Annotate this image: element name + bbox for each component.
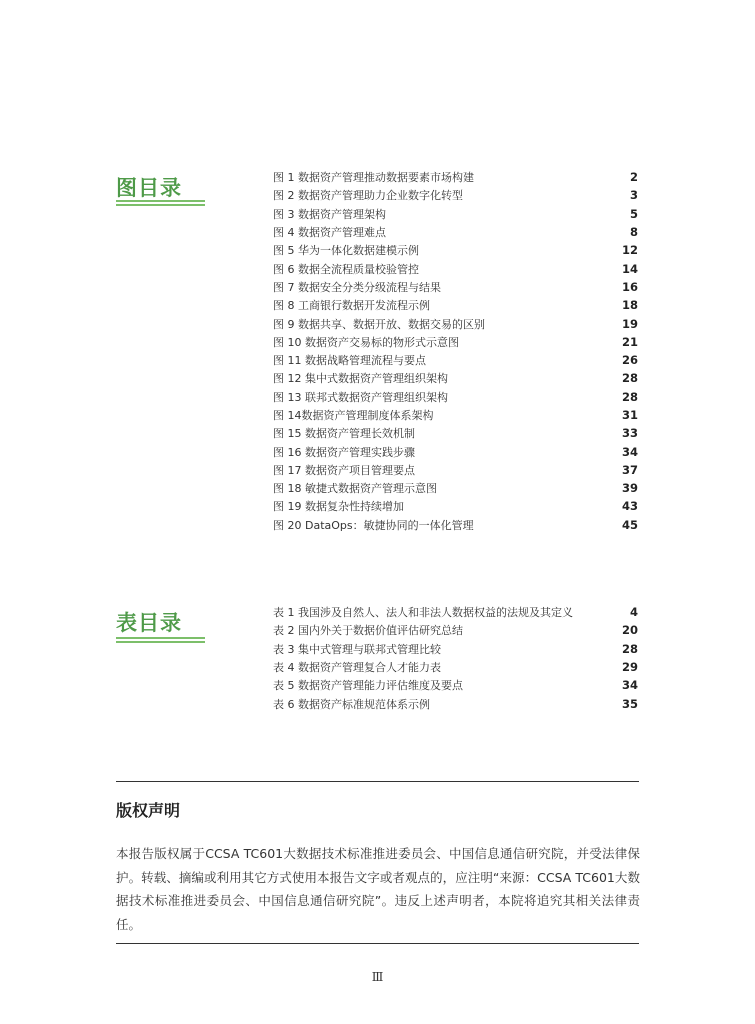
figure-entry-label: 图 3 数据资产管理架构 bbox=[273, 207, 386, 221]
figure-entry[interactable] bbox=[273, 516, 638, 534]
figure-entry-page: 5 bbox=[629, 206, 638, 221]
figure-entry-page: 37 bbox=[621, 462, 638, 477]
figure-entry[interactable] bbox=[273, 497, 638, 515]
figure-entry-label: 图 1 数据资产管理推动数据要素市场构建 bbox=[273, 171, 474, 185]
figure-entry-page: 28 bbox=[621, 389, 638, 404]
figure-entry[interactable] bbox=[273, 223, 638, 241]
figures-title-underline bbox=[116, 200, 205, 208]
figure-entry-label: 图 5 华为一体化数据建模示例 bbox=[273, 244, 419, 258]
figure-entry-label: 图 4 数据资产管理难点 bbox=[273, 226, 386, 240]
table-entry-label: 表 3 集中式管理与联邦式管理比较 bbox=[273, 642, 441, 656]
figure-entry[interactable] bbox=[273, 168, 638, 186]
figure-entry[interactable] bbox=[273, 333, 638, 351]
copyright-body: 本报告版权属于CCSA TC601大数据技术标准推进委员会、中国信息通信研究院，并受法律保护。转载、摘编或利用其它方式使用本报告文字或者观点的，应注明“来源：CCSA TC601大数据技术标准推进委员会、中国信息通信研究院”。违反上述声明者，本院将追究其相关法律责任。 bbox=[116, 846, 640, 932]
figure-entry[interactable] bbox=[273, 205, 638, 223]
figure-entry-label: 图 19 数据复杂性持续增加 bbox=[273, 500, 404, 514]
copyright-top-rule bbox=[116, 781, 639, 782]
figure-entry-page: 39 bbox=[621, 481, 638, 496]
figure-entry-label: 图 10 数据资产交易标的物形式示意图 bbox=[273, 335, 459, 349]
table-entry-page: 29 bbox=[621, 660, 638, 675]
figure-entry-label: 图 17 数据资产项目管理要点 bbox=[273, 463, 415, 477]
figure-entry-page: 12 bbox=[621, 243, 638, 258]
copyright-title: 版权声明 bbox=[116, 801, 181, 820]
figure-entry[interactable] bbox=[273, 241, 638, 259]
figure-entry[interactable] bbox=[273, 461, 638, 479]
tables-list bbox=[273, 603, 638, 713]
figure-entry-page: 2 bbox=[629, 170, 638, 185]
figure-entry-page: 18 bbox=[621, 298, 638, 313]
figure-entry-label: 图 15 数据资产管理长效机制 bbox=[273, 427, 415, 441]
table-entry-label: 表 6 数据资产标准规范体系示例 bbox=[273, 697, 430, 711]
figure-entry-label: 图 11 数据战略管理流程与要点 bbox=[273, 354, 426, 368]
figure-entry-page: 31 bbox=[621, 408, 638, 422]
figure-entry[interactable] bbox=[273, 388, 638, 406]
tables-title-underline bbox=[116, 637, 205, 645]
table-entry-label: 表 4 数据资产管理复合人才能力表 bbox=[273, 661, 441, 675]
figure-entry-label: 图 8 工商银行数据开发流程示例 bbox=[273, 299, 430, 313]
figure-entry-page: 34 bbox=[621, 444, 638, 459]
figure-entry-label: 图 16 数据资产管理实践步骤 bbox=[273, 445, 415, 459]
figure-entry[interactable] bbox=[273, 351, 638, 369]
table-entry-page: 34 bbox=[621, 678, 638, 693]
table-entry[interactable] bbox=[273, 658, 638, 676]
figure-entry[interactable] bbox=[273, 406, 638, 424]
figure-entry-label: 图 7 数据安全分类分级流程与结果 bbox=[273, 280, 441, 294]
figure-entry-label: 图 13 联邦式数据资产管理组织架构 bbox=[273, 390, 448, 404]
figure-entry-page: 16 bbox=[621, 279, 638, 294]
figure-entry[interactable] bbox=[273, 369, 638, 387]
table-entry[interactable] bbox=[273, 621, 638, 639]
figure-entry-page: 8 bbox=[629, 225, 638, 240]
figure-entry[interactable] bbox=[273, 314, 638, 332]
table-entry-label: 表 1 我国涉及自然人、法人和非法人数据权益的法规及其定义 bbox=[273, 606, 573, 620]
tables-section-title: 表目录 bbox=[116, 611, 182, 635]
copyright-bottom-rule bbox=[116, 943, 639, 944]
figure-entry-page: 21 bbox=[621, 334, 638, 349]
table-entry-page: 20 bbox=[621, 623, 638, 638]
figure-entry[interactable] bbox=[273, 479, 638, 497]
figures-list bbox=[273, 168, 638, 534]
page-number: Ⅲ bbox=[371, 970, 384, 984]
figure-entry[interactable] bbox=[273, 424, 638, 442]
table-entry-page: 35 bbox=[621, 696, 638, 711]
figure-entry[interactable] bbox=[273, 278, 638, 296]
figure-entry-label: 图 9 数据共享、数据开放、数据交易的区别 bbox=[273, 317, 485, 331]
figure-entry-label: 图 6 数据全流程质量校验管控 bbox=[273, 262, 419, 276]
figure-entry-label: 图 20 DataOps：敏捷协同的一体化管理 bbox=[273, 518, 474, 532]
table-entry[interactable] bbox=[273, 694, 638, 712]
table-entry-label: 表 2 国内外关于数据价值评估研究总结 bbox=[273, 624, 463, 638]
figure-entry-page: 26 bbox=[621, 353, 638, 368]
table-entry-label: 表 5 数据资产管理能力评估维度及要点 bbox=[273, 679, 463, 693]
figure-entry-label: 图 14数据资产管理制度体系架构 bbox=[273, 409, 434, 422]
figure-entry-page: 33 bbox=[621, 426, 638, 441]
figure-entry-page: 19 bbox=[621, 316, 638, 331]
table-entry-page: 28 bbox=[621, 641, 638, 656]
figure-entry[interactable] bbox=[273, 442, 638, 460]
table-entry-page: 4 bbox=[629, 605, 638, 620]
figure-entry-label: 图 18 敏捷式数据资产管理示意图 bbox=[273, 482, 437, 496]
figure-entry-label: 图 12 集中式数据资产管理组织架构 bbox=[273, 372, 448, 386]
figure-entry-label: 图 2 数据资产管理助力企业数字化转型 bbox=[273, 189, 463, 203]
figure-entry[interactable] bbox=[273, 259, 638, 277]
figure-entry-page: 3 bbox=[629, 188, 638, 203]
figure-entry-page: 14 bbox=[621, 261, 638, 276]
figure-entry-page: 28 bbox=[621, 371, 638, 386]
figure-entry[interactable] bbox=[273, 296, 638, 314]
figures-section-title: 图目录 bbox=[116, 176, 182, 200]
figure-entry-page: 45 bbox=[621, 517, 638, 532]
table-entry[interactable] bbox=[273, 640, 638, 658]
table-entry[interactable] bbox=[273, 676, 638, 694]
table-entry[interactable] bbox=[273, 603, 638, 621]
figure-entry[interactable] bbox=[273, 186, 638, 204]
figure-entry-page: 43 bbox=[621, 499, 638, 514]
